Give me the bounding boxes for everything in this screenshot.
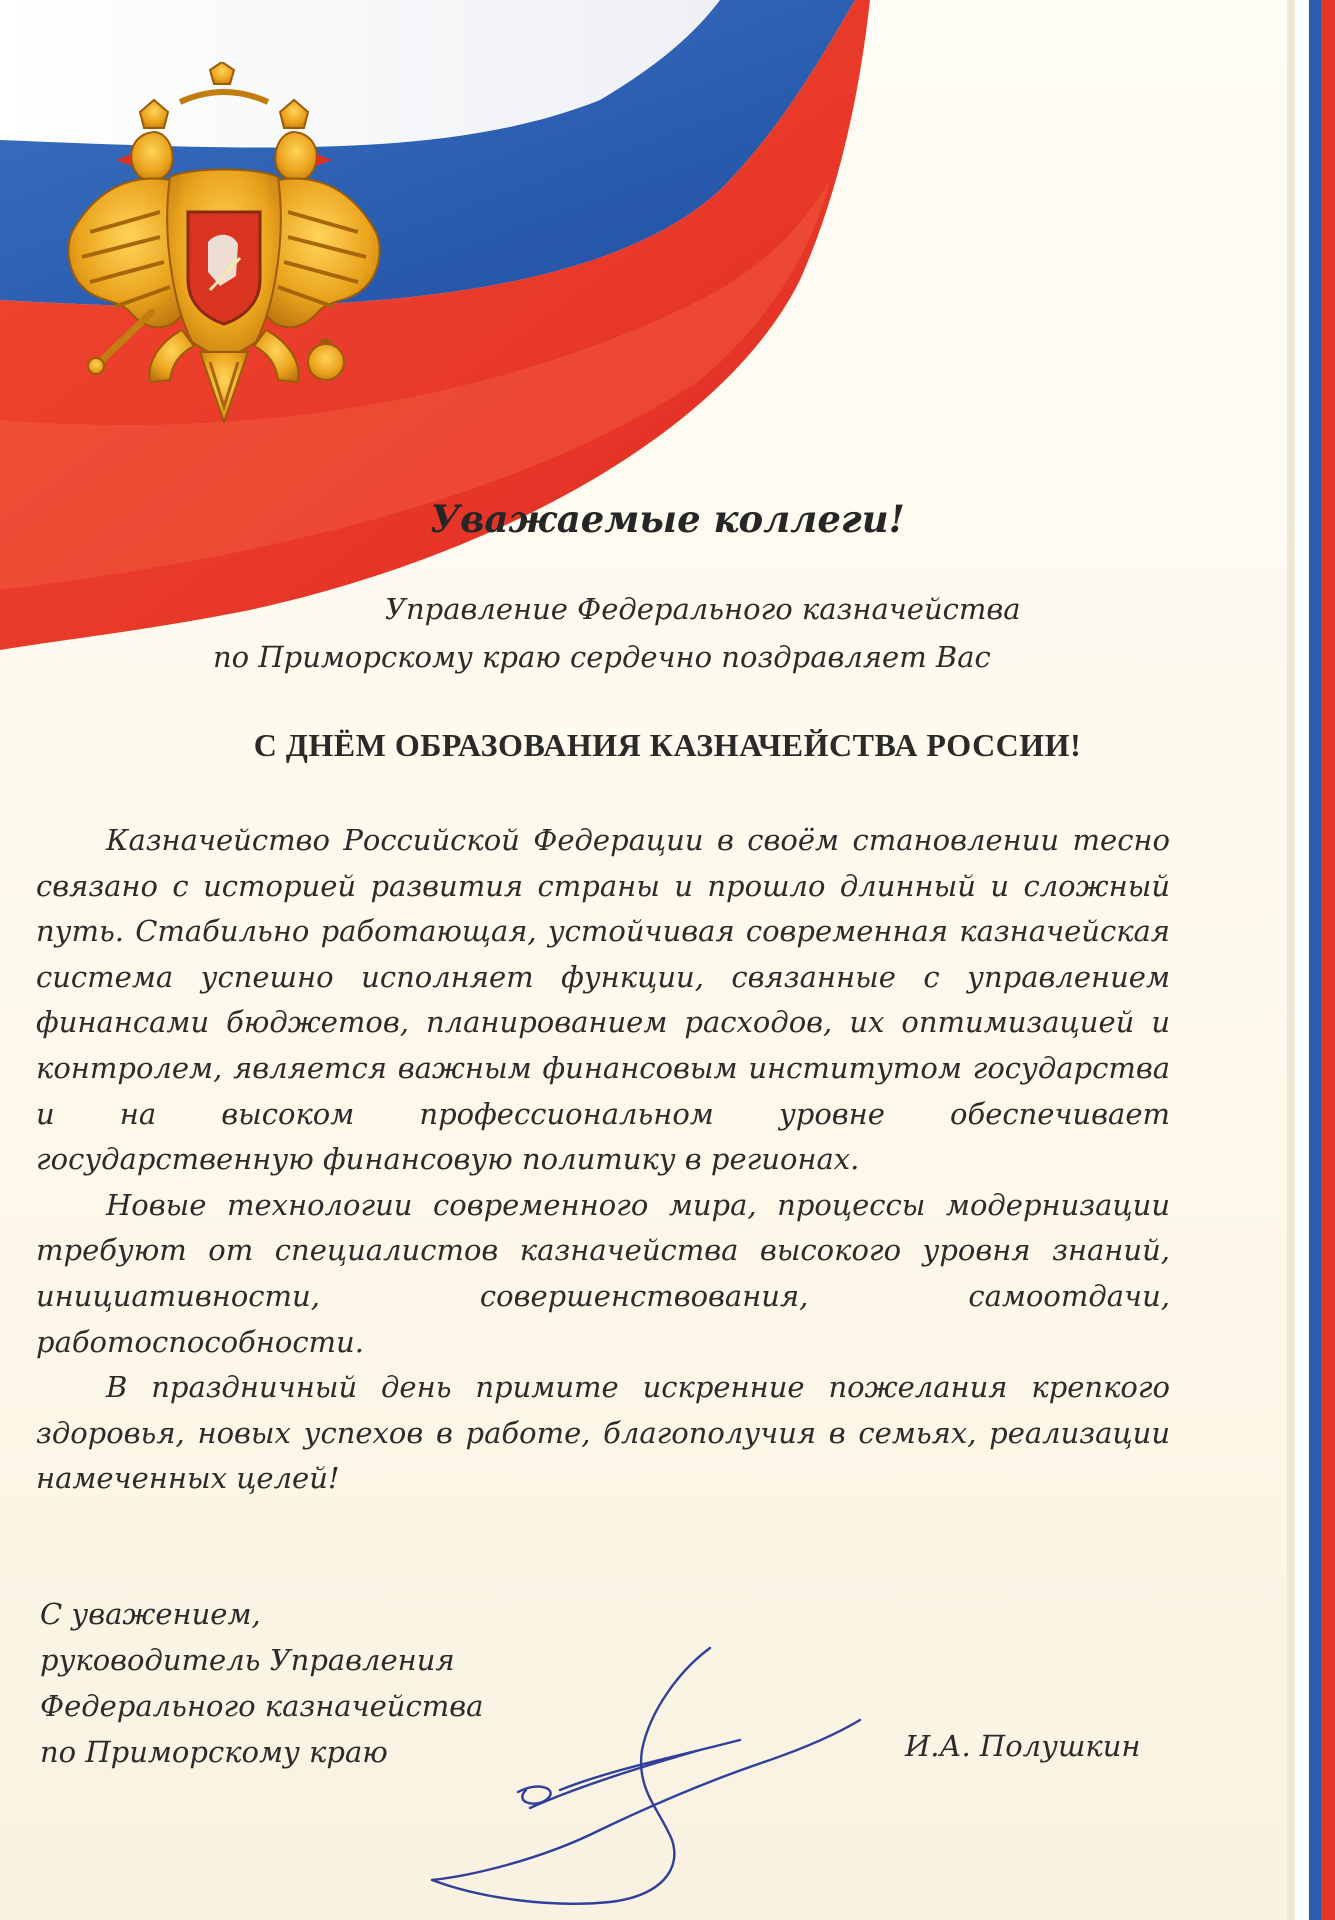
letter-body [36,818,1170,1502]
intro-line: по Приморскому краю сердечно поздравляет Вас [213,640,991,674]
body-paragraph: Казначейство Российской Федерации в своём становлении тесно связано с историей развития страны и прошло длинный и сложный путь. Стабильно работающая, устойчивая современная казначейская система успешно исполняет функции, связанные с управлением финансами бюджетов, планированием расходов, их оптимизацией и контролем, является важным финансовым институтом государства и на высоком профессиональном уровне обеспечивает государственную финансовую политику в регионах. [36,823,1170,1177]
double-headed-eagle-icon [60,62,400,452]
signoff-line: руководитель Управления [40,1643,455,1677]
headline: С ДНЁМ ОБРАЗОВАНИЯ КАЗНАЧЕЙСТВА РОССИИ! [253,727,1082,763]
signoff-line: Федерального казначейства [40,1689,484,1723]
signer-name: И.А. Полушкин [905,1729,1141,1763]
signature-icon [410,1640,870,1910]
signoff-line: С уважением, [40,1597,261,1631]
body-paragraph: Новые технологии современного мира, процессы модернизации требуют от специалистов казначейства высокого уровня знаний, инициативности, совершенствования, самоотдачи, работоспособности. [36,1187,1170,1359]
stripe-blue [1309,0,1321,1920]
greeting-heading: Уважаемые коллеги! [430,497,905,541]
stripe-white [1295,0,1309,1920]
stripe-red [1321,0,1335,1920]
body-paragraph: В праздничный день примите искренние пожелания крепкого здоровья, новых успехов в работе, благополучия в семьях, реализации намеченных целей! [36,1370,1170,1496]
intro-line: Управление Федерального казначейства [385,592,1021,626]
signoff-line: по Приморскому краю [40,1735,388,1769]
